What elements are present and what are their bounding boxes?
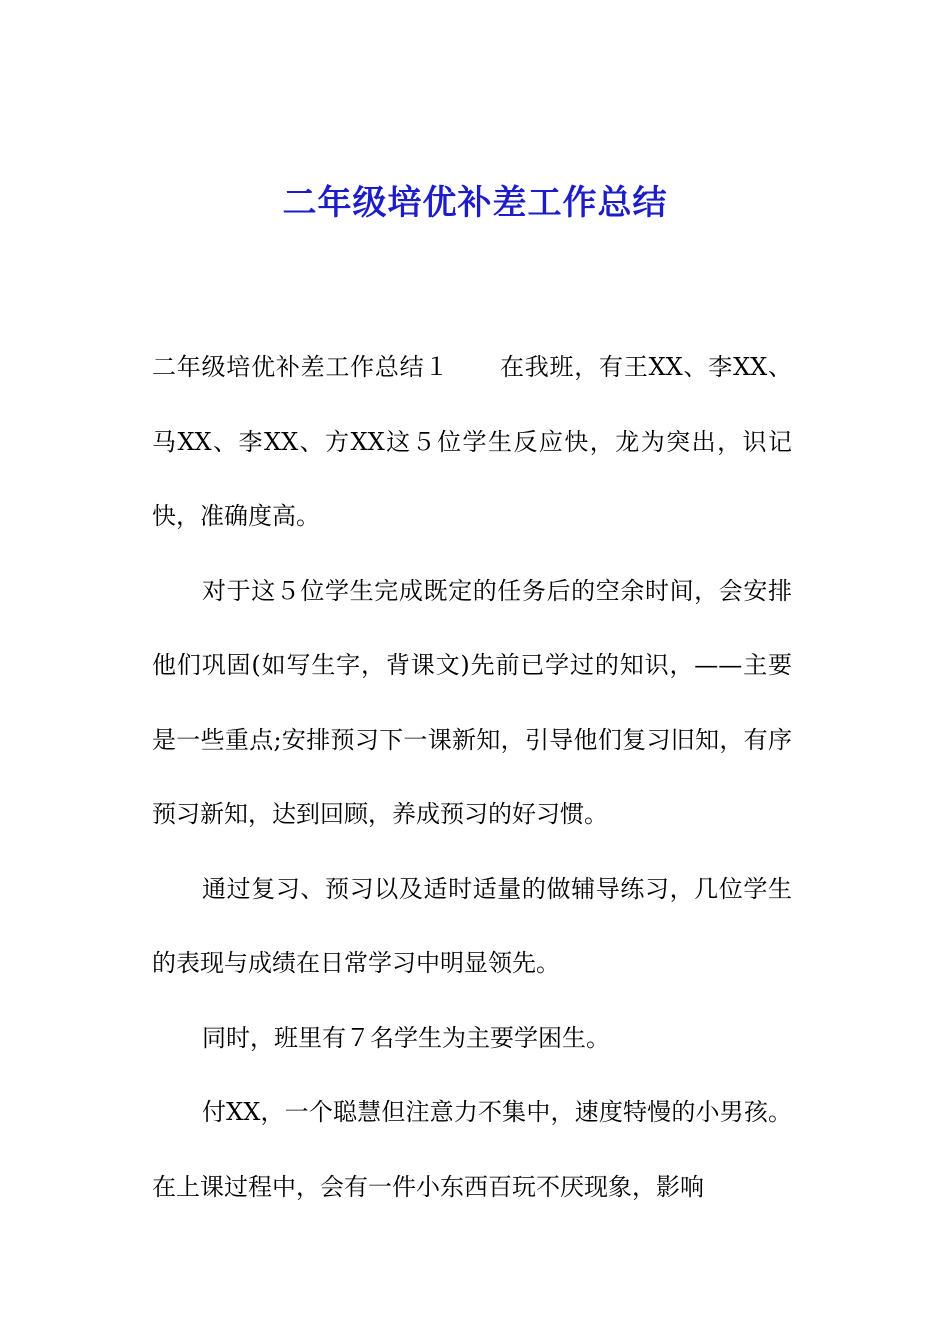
- paragraph-3: 通过复习、预习以及适时适量的做辅导练习，几位学生的表现与成绩在日常学习中明显领先。: [152, 874, 792, 977]
- section-heading: 二年级培优补差工作总结１: [152, 353, 450, 381]
- paragraph-text: 在我班，有王XX、李XX、马XX、李XX、方XX这５位学生反应快，龙为突出，识记快，准确度高。: [152, 353, 793, 530]
- paragraph-5: 付XX，一个聪慧但注意力不集中，速度特慢的小男孩。在上课过程中，会有一件小东西百玩不厌现象，影响: [152, 1098, 792, 1201]
- paragraph-2: 对于这５位学生完成既定的任务后的空余时间，会安排他们巩固(如写生字，背课文)先前已学过的知识，——主要是一些重点;安排预习下一课新知，引导他们复习旧知，有序预习新知，达到回顾，养成预习的好习惯。: [152, 576, 792, 828]
- document-body: [152, 330, 792, 1224]
- paragraph-1: [152, 330, 792, 554]
- document-title: 二年级培优补差工作总结: [282, 183, 668, 223]
- paragraph-4: 同时，班里有７名学生为主要学困生。: [202, 1023, 610, 1052]
